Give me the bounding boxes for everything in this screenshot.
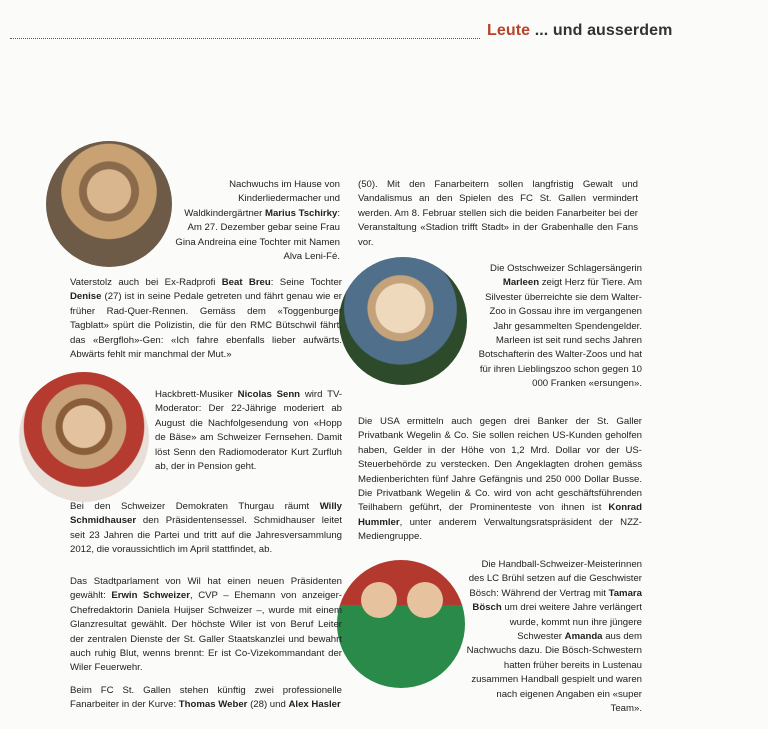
article-schweizer [70,575,342,676]
a2-name: Beat Breu [221,277,271,288]
a2-mid: : Seine Tochter [270,277,342,288]
a9-name: Tamara Bösch [472,587,642,614]
article-marleen [470,262,642,392]
a6-mid: (28) und [247,699,289,711]
article-breu [70,276,342,362]
a9-mid: um drei weitere Jahre verlängert wurde, kommt nun ihre jüngere Schwester [501,602,642,643]
a9-text: Die Handball-Schweizer-Meisterinnen des LC Brühl setzen auf die Geschwister Bösch: Während der Vertrag mit [468,559,642,599]
a4-text: Bei den Schweizer Demokraten Thurgau räumt [70,501,320,512]
article-schmidhauser [70,500,342,558]
a2-post: (27) ist in seine Pedale getreten und fährt genau wie er früher Rad-Quer-Rennen. Gemäss dem «Toggenburger Tagblatt» spürt die Polizistin, die für den RMC Bütschwil fährt, das «Bergfloh»-Gen: «Ich fahre ebenfalls lieber aufwärts. Abwärts fehlt mir manchmal der Mut.» [70,291,342,361]
article-boesch [466,558,642,716]
article-tschirky [175,178,340,264]
a3-post: wird TV-Moderator: Der 22-Jährige moderiert ab August die Nachfolgesendung von «Hopp de Bäse» am Schweizer Fernsehen. Damit löst Senn den Radiomoderator Kurt Zurfluh ab, der in Pension geht. [155,389,343,473]
article-fanarbeiter-cont [358,178,638,250]
photo-senn [19,372,149,502]
title-rest: ... und ausserdem [530,22,673,39]
a4-name: Willy Schmidhauser [70,501,342,527]
a9-post: aus dem Nachwuchs dazu. Die Bösch-Schwestern hatten früher bereits in Lustenau zusammen Handball gespielt und waren nach eigenen Angaben ein «super Team». [466,631,642,715]
article-fanarbeiter [70,684,342,712]
a6-post: (50). Mit den Fanarbeitern sollen langfristig Gewalt und Vandalismus an den Spielen des FC St. Gallen vermindert werden. Am 8. Februar stellen sich die beiden Fanarbeiter bei der Veranstaltung «Stadion trifft Stadt» in der Grabenhalle den Fans vor. [358,179,638,248]
title-leute: Leute [487,22,531,39]
photo-boesch [337,560,465,688]
a9-name2: Amanda [564,631,603,643]
a4-post: den Präsidentensessel. Schmidhauser leitet seit 23 Jahren die Partei und tritt auf die Jahresversammlung 2012, die voraussichtlich im April stattfindet, ab. [70,515,342,556]
a8-text: Die USA ermitteln auch gegen drei Banker der St. Galler Privatbank Wegelin & Co. Sie sollen reichen US-Kunden geholfen haben, Gelder in der Höhe von 1,2 Mrd. Dollar vor der US-Steuerbehörde zu verstecken. Den Angeklagten drohen gemäss Medienberichten fünf Jahre Gefängnis und 250 000 Dollar Busse. Die Privatbank Wegelin & Co. wird von acht geschäftsführenden Teilhabern geführt, der Prominenteste von ihnen ist [358,416,642,514]
a6-name: Thomas Weber [178,699,248,711]
a3-name: Nicolas Senn [237,389,301,400]
article-wegelin [358,415,642,545]
header-dotted-rule [10,38,480,39]
a3-text: Hackbrett-Musiker [155,389,238,400]
article-senn [155,388,342,474]
page-title [487,22,672,40]
a8-post: , unter anderem Verwaltungsratspräsident der NZZ-Mediengruppe. [358,516,642,543]
a5-text: Das Stadtparlament von Wil hat einen neuen Präsidenten gewählt: [70,576,342,602]
photo-tschirky [46,141,172,267]
a8-name: Konrad Hummler [358,502,642,528]
a1-post: : Am 27. Dezember gebar seine Frau Gina Andreina eine Tochter mit Namen Alva Leni-Fé. [175,207,340,263]
photo-marleen [339,257,467,385]
a1-name: Marius Tschirky [264,207,338,219]
a6-name2: Alex Hasler [288,699,341,711]
a5-post: , CVP – Ehemann von anzeiger-Chefredaktorin Daniela Huijser Schweizer –, wurde mit einem Glanzresultat gewählt. Der höchste Wiler ist von Beruf Leiter der zentralen Dienste der St. Galler Staatskanzlei und bewahrt auch ruhig Blut, wenns brennt: Er ist Co-Vizekommandant der Wiler Feuerwehr. [70,590,342,674]
a2-name2: Denise [70,291,102,303]
a5-name: Erwin Schweizer [111,590,190,602]
a7-post: zeigt Herz für Tiere. Am Silvester überreichte sie dem Walter-Zoo in Gossau ihre im vergangenen Jahr gesammelten Spendengelder. Marleen ist seit rund sechs Jahren Botschafterin des Walter-Zoos und hat für ihren Lieblingszoo schon gegen 10 000 Franken «ersungen». [478,277,642,390]
a2-text: Vaterstolz auch bei Ex-Radprofi [70,277,222,288]
a7-text: Die Ostschweizer Schlagersängerin [490,263,642,274]
a6-text: Beim FC St. Gallen stehen künftig zwei professionelle Fanarbeiter in der Kurve: [70,685,342,711]
a1-text: Nachwuchs im Hause von Kinderliedermacher und Waldkindergärtner [184,179,340,219]
a7-name: Marleen [502,277,540,289]
